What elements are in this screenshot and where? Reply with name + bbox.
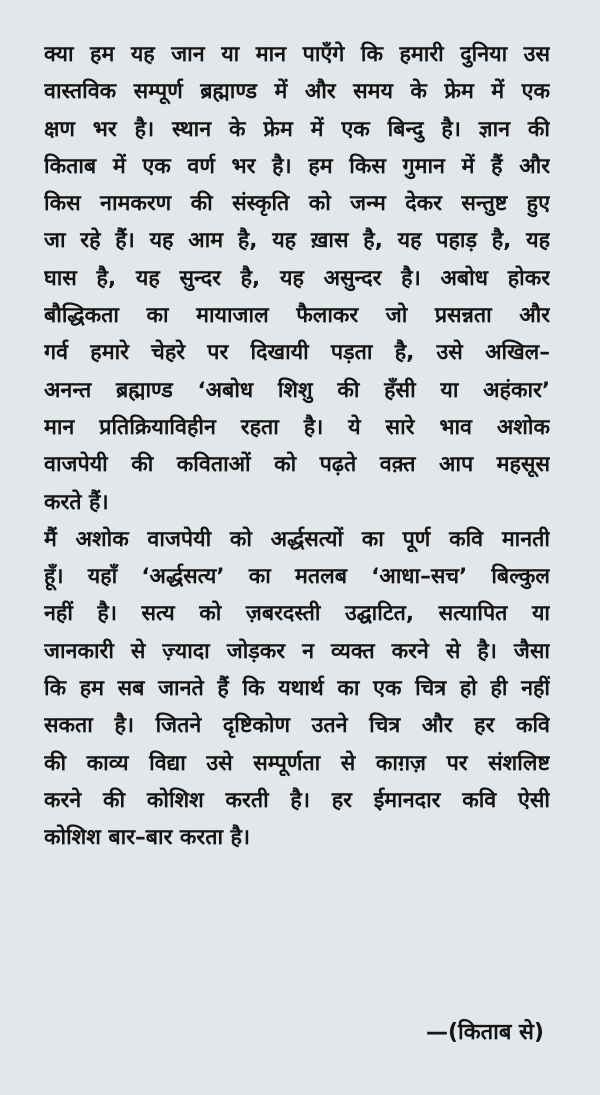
text-line: कोशिश बार–बार करता है। xyxy=(44,825,251,851)
text-line: सकता है। जितने दृष्टिकोण उतने चित्र और हर कवि xyxy=(44,713,550,739)
text-line: गर्व हमारे चेहरे पर दिखायी पड़ता है, उसे अखिल– xyxy=(44,340,550,366)
paragraph-2 xyxy=(44,521,550,857)
text-line: जानकारी से ज़्यादा जोड़कर न व्यक्त करने से है। जैसा xyxy=(44,638,550,664)
text-line: हूँ। यहाँ ‘अर्द्धसत्य’ का मतलब ‘आधा–सच’ बिल्कुल xyxy=(44,564,550,590)
text-line: करते हैं। xyxy=(44,489,109,515)
text-line: करने की कोशिश करती है। हर ईमानदार कवि ऐसी xyxy=(44,787,550,813)
text-line: क्या हम यह जान या मान पाएँगे कि हमारी दुनिया उस xyxy=(44,42,550,67)
text-line: कि हम सब जानते हैं कि यथार्थ का एक चित्र हो ही नहीं xyxy=(44,676,550,702)
text-line: अनन्त ब्रह्माण्ड ‘अबोध शिशु की हँसी या अहंकार’ xyxy=(44,377,550,403)
text-line: बौद्धिकता का मायाजाल फैलाकर जो प्रसन्नता और xyxy=(44,303,550,329)
body-text xyxy=(44,36,550,857)
text-line: किस नामकरण की संस्कृति को जन्म देकर सन्तुष्ट हुए xyxy=(44,191,550,217)
text-line: नहीं है। सत्य को ज़बरदस्ती उद्घाटित, सत्यापित या xyxy=(44,601,550,627)
text-line: वाजपेयी की कविताओं को पढ़ते वक़्त आप महसूस xyxy=(44,452,550,478)
text-line: मैं अशोक वाजपेयी को अर्द्धसत्यों का पूर्ण कवि मानती xyxy=(44,526,550,552)
text-line: घास है, यह सुन्दर है, यह असुन्दर है। अबोध होकर xyxy=(44,265,550,291)
text-line: जा रहे हैं। यह आम है, यह ख़ास है, यह पहाड़ है, यह xyxy=(44,228,550,254)
text-line: वास्तविक सम्पूर्ण ब्रह्माण्ड में और समय के फ्रेम में एक xyxy=(44,79,550,105)
source-attribution: —(किताब से) xyxy=(425,1020,544,1045)
text-line: किताब में एक वर्ण भर है। हम किस गुमान में हैं और xyxy=(44,153,550,179)
paragraph-1 xyxy=(44,36,550,521)
text-line: की काव्य विद्या उसे सम्पूर्णता से काग़ज़ पर संशलिष्ट xyxy=(44,750,550,776)
text-line: क्षण भर है। स्थान के फ्रेम में एक बिन्दु है। ज्ञान की xyxy=(44,116,550,142)
text-line: मान प्रतिक्रियाविहीन रहता है। ये सारे भाव अशोक xyxy=(44,414,550,440)
